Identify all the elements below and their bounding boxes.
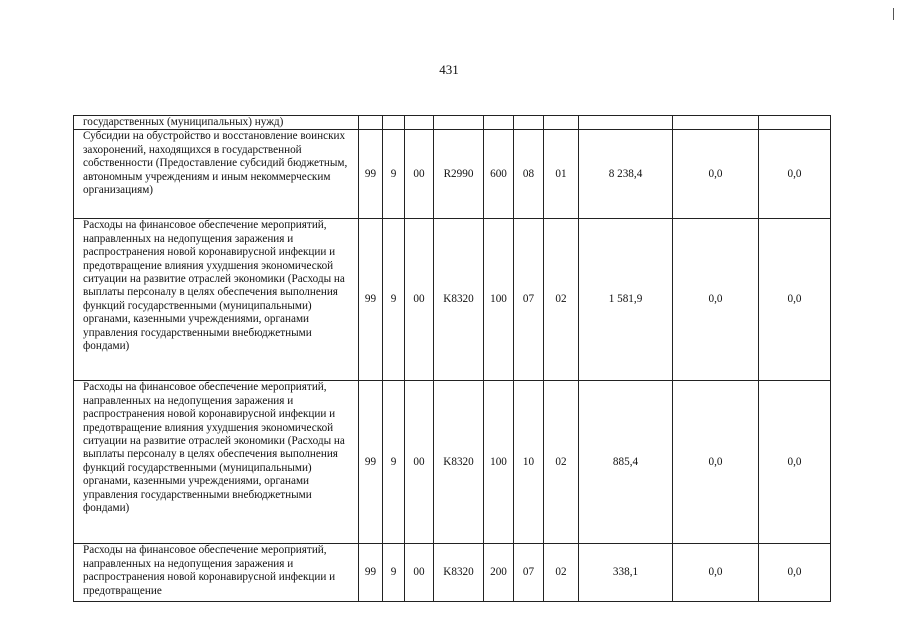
row-description: Расходы на финансовое обеспечение мероприятий, направленных на недопущения заражения и распространения новой коронавирусной инфекции и предотвращение влияния ухудшения экономической ситуации на развитие отраслей экономики (Расходы на выплаты персоналу в целях обеспечения выполнения функций государственными (муниципальными) органами, казенными учреждениями, органами управления государственными внебюджетными фондами)	[74, 219, 359, 381]
program-code: 99	[359, 381, 383, 544]
amount-year-1: 885,4	[579, 381, 673, 544]
section-code	[514, 116, 544, 130]
section-code: 10	[514, 381, 544, 544]
amount-year-2: 0,0	[673, 544, 759, 602]
amount-year-3: 0,0	[759, 381, 831, 544]
amount-year-1: 1 581,9	[579, 219, 673, 381]
row-description: государственных (муниципальных) нужд)	[74, 116, 359, 130]
amount-year-2: 0,0	[673, 130, 759, 219]
expense-type-code: 100	[484, 219, 514, 381]
subsection-code	[544, 116, 579, 130]
amount-year-3: 0,0	[759, 130, 831, 219]
main-event-code	[405, 116, 434, 130]
target-article-code: K8320	[434, 544, 484, 602]
subsection-code: 01	[544, 130, 579, 219]
page-number: 431	[439, 62, 459, 77]
target-article-code: K8320	[434, 381, 484, 544]
subprogram-code: 9	[383, 381, 405, 544]
subsection-code: 02	[544, 381, 579, 544]
table-row	[74, 116, 831, 130]
amount-year-1: 338,1	[579, 544, 673, 602]
amount-year-3: 0,0	[759, 219, 831, 381]
amount-year-2: 0,0	[673, 219, 759, 381]
row-description: Расходы на финансовое обеспечение мероприятий, направленных на недопущения заражения и распространения новой коронавирусной инфекции и предотвращение влияния ухудшения экономической ситуации на развитие отраслей экономики (Расходы на выплаты персоналу в целях обеспечения выполнения функций государственными (муниципальными) органами, казенными учреждениями, органами управления государственными внебюджетными фондами)	[74, 381, 359, 544]
scan-edge-mark	[893, 8, 894, 20]
subsection-code: 02	[544, 544, 579, 602]
amount-year-2	[673, 116, 759, 130]
expense-type-code: 200	[484, 544, 514, 602]
main-event-code: 00	[405, 219, 434, 381]
main-event-code: 00	[405, 544, 434, 602]
amount-year-3: 0,0	[759, 544, 831, 602]
subprogram-code	[383, 116, 405, 130]
target-article-code	[434, 116, 484, 130]
main-event-code: 00	[405, 381, 434, 544]
expense-type-code	[484, 116, 514, 130]
expense-type-code: 100	[484, 381, 514, 544]
row-description: Расходы на финансовое обеспечение мероприятий, направленных на недопущения заражения и распространения новой коронавирусной инфекции и предотвращение	[74, 544, 359, 602]
amount-year-2: 0,0	[673, 381, 759, 544]
main-event-code: 00	[405, 130, 434, 219]
table-row	[74, 219, 831, 381]
subprogram-code: 9	[383, 544, 405, 602]
subprogram-code: 9	[383, 219, 405, 381]
row-description: Субсидии на обустройство и восстановление воинских захоронений, находящихся в государственной собственности (Предоставление субсидий бюджетным, автономным учреждениям и иным некоммерческим организациям)	[74, 130, 359, 219]
budget-table	[73, 115, 831, 602]
table-row	[74, 381, 831, 544]
section-code: 08	[514, 130, 544, 219]
amount-year-3	[759, 116, 831, 130]
section-code: 07	[514, 219, 544, 381]
amount-year-1	[579, 116, 673, 130]
subsection-code: 02	[544, 219, 579, 381]
program-code: 99	[359, 544, 383, 602]
table-row	[74, 130, 831, 219]
target-article-code: R2990	[434, 130, 484, 219]
table-body	[74, 116, 831, 602]
program-code	[359, 116, 383, 130]
program-code: 99	[359, 219, 383, 381]
subprogram-code: 9	[383, 130, 405, 219]
amount-year-1: 8 238,4	[579, 130, 673, 219]
program-code: 99	[359, 130, 383, 219]
expense-type-code: 600	[484, 130, 514, 219]
table-row	[74, 544, 831, 602]
target-article-code: K8320	[434, 219, 484, 381]
section-code: 07	[514, 544, 544, 602]
